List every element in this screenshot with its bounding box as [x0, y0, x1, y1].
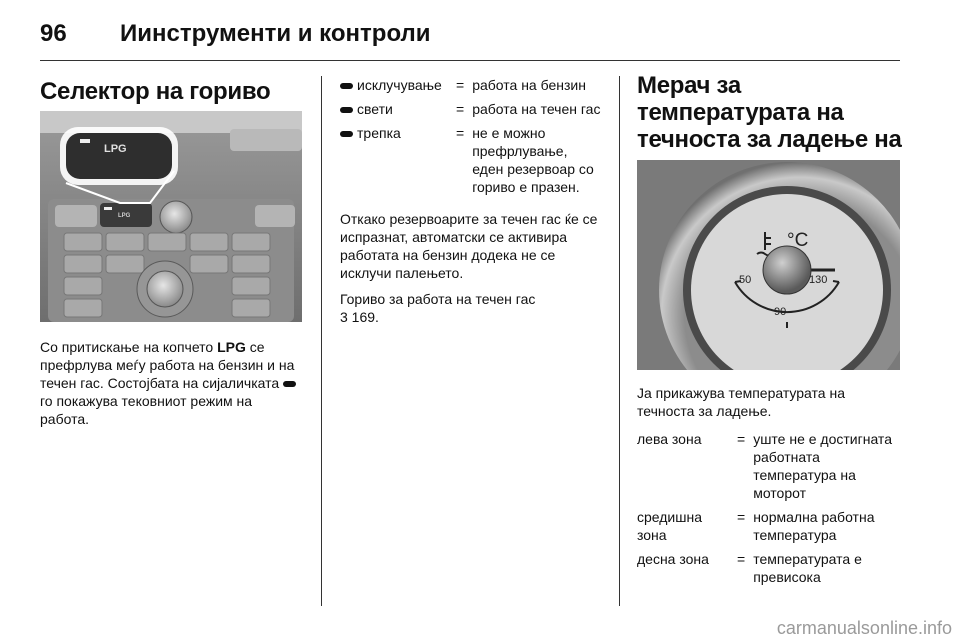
column-divider-1	[321, 76, 322, 606]
page-reference-link[interactable]: 3 169.	[340, 309, 379, 325]
gauge-tick-50: 50	[739, 274, 752, 286]
coolant-gauge-illustration	[637, 160, 900, 370]
lamp-icon	[340, 83, 353, 89]
lamp-icon	[283, 381, 296, 387]
table-row: лева зона = уште не е достигната работната температура на моторот	[637, 431, 892, 501]
lpg-button-ref: LPG	[217, 339, 246, 355]
coolant-zone-table	[637, 430, 902, 592]
table-row: трепка = не е можно префрлување, еден резервоар со гориво е празен.	[340, 124, 602, 202]
coolant-gauge-heading: Мерач за температурата на течноста за ладење на	[637, 72, 902, 153]
lpg-auto-switch-paragraph: Откако резервоарите за течен гас ќе се испразнат, автоматски се активира работата на бензин додека не се исклучи палењето.	[340, 211, 598, 281]
fuel-selector-paragraph: Со притискање на копчето LPG се префрлува меѓу работа на бензин и на течен гас. Состојбата на сијаличката го покажува тековниот режим на работа.	[40, 339, 295, 427]
lpg-status-table	[340, 76, 602, 202]
lamp-icon	[340, 131, 353, 137]
lpg-console-figure	[40, 111, 302, 322]
section-title: Иинструменти и контроли	[120, 20, 431, 47]
coolant-gauge-intro: Ја прикажува температурата на течноста за ладење.	[637, 385, 845, 419]
lpg-display-label: LPG	[104, 143, 127, 155]
fuel-selector-body	[40, 338, 302, 428]
page-number: 96	[40, 20, 67, 47]
lpg-console-illustration	[40, 111, 302, 322]
gauge-tick-130: 130	[809, 274, 828, 286]
lamp-icon	[340, 107, 353, 113]
table-row: средишна зона = нормална работна температура	[637, 509, 875, 543]
table-row: исклучување = работа на бензин	[340, 76, 602, 100]
column-fuel-selector	[40, 68, 302, 106]
header-divider	[40, 60, 900, 61]
site-watermark: carmanualsonline.info	[776, 618, 952, 638]
column-lpg-status	[340, 76, 602, 326]
table-row: свети = работа на течен гас	[340, 100, 602, 124]
column-divider-2	[619, 76, 620, 606]
fuel-selector-heading: Селектор на гориво	[40, 78, 271, 105]
lpg-button-label: LPG	[118, 213, 131, 219]
page-header	[40, 14, 900, 60]
gauge-tick-90: 90	[774, 306, 787, 318]
coolant-gauge-body	[637, 384, 902, 592]
gauge-unit-label: °C	[787, 230, 809, 251]
lpg-reference-paragraph: Гориво за работа на течен гас 3 169.	[340, 291, 536, 325]
coolant-gauge-figure	[637, 160, 900, 370]
table-row: десна зона = температурата е превисока	[637, 551, 862, 585]
